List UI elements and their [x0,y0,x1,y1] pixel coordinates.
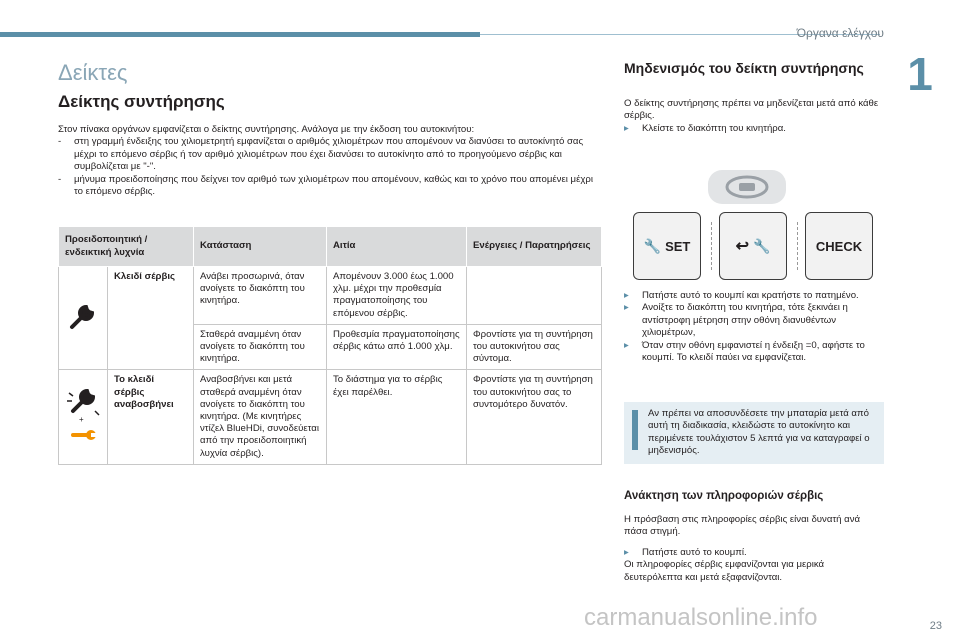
control-buttons [633,212,873,280]
chapter-title: Όργανα ελέγχου [796,26,884,40]
wrench-icon [68,301,98,331]
info-icon [632,410,638,450]
chapter-number: 1 [907,48,933,100]
intro-paragraph: Στον πίνακα οργάνων εμφανίζεται ο δείκτης συντήρησης. Ανάλογα με την έκδοση του αυτοκινήτου: [58,124,475,135]
header-rule [0,32,480,37]
step-switch-off: Κλείστε το διακόπτη του κινητήρα. [642,122,786,134]
table-header-row [59,227,602,267]
intro-bullet: - στη γραμμή ένδειξης του χιλιομετρητή εμφανίζεται ο αριθμός χιλιομέτρων που απομένουν να διανύσει το αυτοκίνητό σας μέχρι το επόμενο σέρβις ή τον αριθμό χιλιομέτρων που έχει διανύσει το αυτοκίνητο από το προηγούμενο σέρβις και συμβολίζεται με "-". [58,136,584,173]
flashing-wrench-icon-cell [59,370,108,464]
step-press-hold: Πατήστε αυτό το κουμπί και κρατήστε το πατημένο. [642,290,859,301]
action-cell [467,267,602,325]
reset-heading: Μηδενισμός του δείκτη συντήρησης [624,60,864,76]
wrench-orange-icon [69,427,97,443]
column-header-action: Ενέργειες / Παρατηρήσεις [467,227,602,267]
wrench-flashing-icon [65,387,101,423]
svg-text:+: + [79,414,84,423]
state-cell: Σταθερά αναμμένη όταν ανοίγετε το διακόπτη του κινητήρα. [194,324,327,370]
state-cell: Ανάβει προσωρινά, όταν ανοίγετε το διακόπτη του κινητήρα. [194,267,327,325]
reset-intro: Ο δείκτης συντήρησης πρέπει να μηδενίζεται μετά από κάθε σέρβις. ▸ Κλείστε το διακόπτη του κινητήρα. [624,98,879,134]
page-number: 23 [929,620,942,632]
intro-bullet: - μήνυμα προειδοποίησης που δείχνει τον αριθμό των χιλιομέτρων που απομένουν, καθώς και το χρόνο που απομένει μέχρι το επόμενο σέρβις. [58,173,593,198]
return-arrow-icon: ↩ [735,238,749,255]
wrench-icon: 🔧 [752,237,771,254]
state-cell: Αναβοσβήνει και μετά σταθερά αναμμένη όταν ανοίγετε το διακόπτη του κινητήρα. (Με κινητήρες ντίζελ BlueHDi, συνοδεύεται από την προειδοποιητική λυχνία σέρβις). [194,370,327,464]
check-button[interactable]: CHECK [805,212,873,280]
column-header-lamp: Προειδοποιητική / ενδεικτική λυχνία [59,227,194,267]
column-header-cause: Αιτία [327,227,467,267]
action-cell: Φροντίστε για τη συντήρηση του αυτοκινήτου σας το συντομότερο δυνατόν. [467,370,602,464]
wrench-icon-cell [59,267,108,370]
action-cell: Φροντίστε για τη συντήρηση του αυτοκινήτου σας σύντομα. [467,324,602,370]
steering-wheel-icon [708,170,786,204]
intro-text [58,124,603,198]
set-button[interactable]: 🔧 SET [633,212,701,280]
table-row [59,267,602,325]
service-info-heading: Ανάκτηση των πληροφοριών σέρβις [624,490,824,502]
battery-info-note: Αν πρέπει να αποσυνδέσετε την μπαταρία μετά από αυτή τη διαδικασία, κλειδώστε το αυτοκίνητο και περιμένετε τουλάχιστον 5 λεπτά για να καταγραφεί ο μηδενισμός. [624,402,884,464]
reset-steps: ▸ Πατήστε αυτό το κουμπί και κρατήστε το πατημένο. ▸ Ανοίξτε το διακόπτη του κινητήρα, τότε ξεκινάει η αντίστροφη μέτρηση στην οθόνη διανυθέντων χιλιομέτρων, ▸ Όταν στην οθόνη εμφανιστεί η ένδειξη =0, αφήστε το κουμπί. Το κλειδί παύει να εμφανίζεται. [624,290,884,364]
service-key-label: Κλειδί σέρβις [108,267,194,370]
section-title: Δείκτες [58,60,128,85]
reset-trip-button[interactable] [719,212,787,280]
table-row [59,370,602,464]
cause-cell: Απομένουν 3.000 έως 1.000 χλμ. μέχρι την προθεσμία πραγματοποίησης του επόμενου σέρβις. [327,267,467,325]
watermark: carmanualsonline.info [584,604,818,631]
cause-cell: Προθεσμία πραγματοποίησης σέρβις κάτω από 1.000 χλμ. [327,324,467,370]
cause-cell: Το διάστημα για το σέρβις έχει παρέλθει. [327,370,467,464]
step-release: Όταν στην οθόνη εμφανιστεί η ένδειξη =0, αφήστε το κουμπί. Το κλειδί παύει να εμφανίζεται. [642,339,865,364]
step-switch-on: Ανοίξτε το διακόπτη του κινητήρα, τότε ξεκινάει η αντίστροφη μέτρηση στην οθόνη διανυθέντων χιλιομέτρων, [642,302,848,339]
wrench-icon: 🔧 [643,237,662,254]
service-indicator-table [58,226,602,465]
flashing-key-label: Το κλειδί σέρβις αναβοσβήνει [108,370,194,464]
step-press-button: Πατήστε αυτό το κουμπί. [642,546,747,558]
column-header-state: Κατάσταση [194,227,327,267]
maintenance-indicator-heading: Δείκτης συντήρησης [58,92,225,111]
service-info-text: Η πρόσβαση στις πληροφορίες σέρβις είναι δυνατή ανά πάσα στιγμή. ▸ Πατήστε αυτό το κουμπί. Οι πληροφορίες σέρβις εμφανίζονται για μερικά δευτερόλεπτα και μετά εξαφανίζονται. [624,514,861,583]
